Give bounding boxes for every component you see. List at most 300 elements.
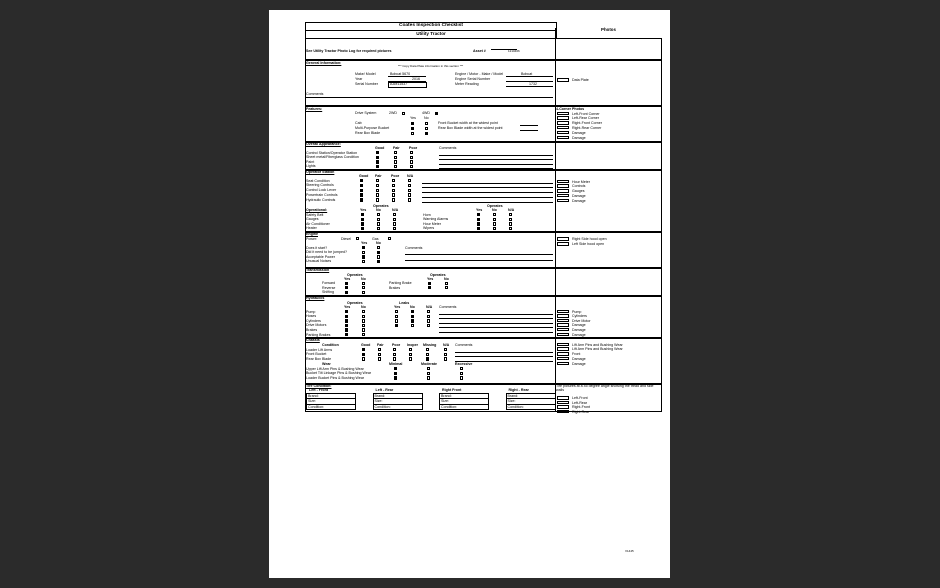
chassis-photo-checkbox[interactable] — [557, 347, 569, 351]
tire-photo-checkbox[interactable] — [557, 410, 569, 414]
form-subtitle: Utility Tractor — [306, 30, 556, 37]
hyd-no-checkbox[interactable] — [362, 319, 365, 322]
corner-photo-checkbox[interactable] — [557, 136, 569, 140]
chassis-divider — [555, 338, 556, 384]
operational-no-checkbox[interactable] — [493, 218, 496, 221]
corner-photo-checkbox[interactable] — [557, 121, 569, 125]
trans-no-checkbox[interactable] — [362, 286, 365, 289]
operational-no-checkbox[interactable] — [377, 213, 380, 216]
engine-yes: Yes — [361, 241, 368, 245]
hyd-yes-checkbox[interactable] — [345, 328, 348, 331]
hyd-leak-yes-checkbox[interactable] — [395, 315, 398, 318]
operator-comment-line — [422, 183, 553, 184]
tire-position-label: Right - Rear — [508, 388, 529, 392]
tire-brand-field[interactable]: Brand: — [440, 394, 488, 400]
bucket-label: Multi-Purpose Bucket — [355, 126, 390, 130]
tire-condition-field[interactable]: Condition: — [441, 404, 458, 409]
engine-photo-checkbox[interactable] — [557, 242, 569, 246]
transmission-item-right: Brakes — [389, 285, 401, 290]
operational-item-right: Horn — [423, 212, 431, 217]
corner-photo-checkbox[interactable] — [557, 131, 569, 135]
hydraulics-photo-checkbox[interactable] — [557, 319, 569, 323]
tire-photo-label: Left-Rear — [572, 400, 587, 405]
trans-no-checkbox[interactable] — [362, 291, 365, 294]
tire-photo-note: Tire pictures at a 45 degree angle showing the tread and side walls — [556, 384, 654, 392]
engine-photo-label: Left Side hood open — [572, 242, 605, 246]
chassis-photo-label: Lift Arm Pins and Bushing Wear — [572, 347, 623, 352]
hydraulics-photo-checkbox[interactable] — [557, 310, 569, 314]
chassis-wear: Wear — [322, 362, 331, 366]
hyd-comment-line — [439, 332, 553, 333]
chassis-condition: Condition — [322, 343, 339, 347]
chassis-inoper-checkbox[interactable] — [409, 348, 412, 351]
form-title: Coates Inspection Checklist — [399, 22, 463, 28]
hydraulics-item: Pump — [306, 309, 316, 314]
corner-photo-label: Damage — [572, 130, 586, 135]
transmission-heading: Transmission — [306, 268, 330, 272]
operator-photo-label: Controls — [572, 184, 586, 189]
operational-na-checkbox[interactable] — [509, 213, 512, 216]
operator-good-checkbox[interactable] — [360, 184, 363, 187]
tire-size-field[interactable]: Size: — [507, 399, 555, 405]
operational-yes-checkbox[interactable] — [477, 213, 480, 216]
tire-size-field[interactable]: Size: — [440, 399, 488, 405]
corner-photo-label: Left-Rear Corner — [572, 116, 599, 121]
chassis-good-checkbox[interactable] — [362, 353, 365, 356]
operational-yes-checkbox[interactable] — [361, 222, 364, 225]
appearance-comment-line — [439, 168, 553, 169]
corner-photo-checkbox[interactable] — [557, 116, 569, 120]
chassis-na-checkbox[interactable] — [444, 353, 447, 356]
operational-na-checkbox[interactable] — [393, 222, 396, 225]
meter-value[interactable]: 1732 — [529, 82, 537, 86]
hyd-na-checkbox[interactable] — [427, 324, 430, 327]
operational-yes-checkbox[interactable] — [361, 218, 364, 221]
chassis-poor-checkbox[interactable] — [393, 348, 396, 351]
chassis-fair-checkbox[interactable] — [378, 353, 381, 356]
photos-divider — [555, 28, 556, 60]
engine-no-checkbox[interactable] — [377, 260, 380, 263]
transmission-item: Reverse — [322, 285, 336, 290]
hyd-leak-no: No — [410, 305, 415, 309]
operator-photo-checkbox[interactable] — [557, 194, 569, 198]
wear-excessive-checkbox[interactable] — [460, 372, 463, 375]
operator-fair-checkbox[interactable] — [376, 189, 379, 192]
trans-no-checkbox[interactable] — [445, 286, 448, 289]
operator-photo-checkbox[interactable] — [557, 180, 569, 184]
hyd-leak-no-checkbox[interactable] — [411, 319, 414, 322]
front-bucket-label: Front Bucket width at the widest point — [438, 121, 498, 125]
serial-label: Serial Number — [355, 82, 378, 86]
tire-photo-label: Right-Front — [572, 405, 590, 410]
engine-no-checkbox[interactable] — [377, 255, 380, 258]
operator-poor-checkbox[interactable] — [392, 179, 395, 182]
engine-yes-checkbox[interactable] — [362, 260, 365, 263]
wear-moderate-checkbox[interactable] — [427, 376, 430, 379]
trans-no-left: No — [361, 277, 366, 281]
operator-photo-checkbox[interactable] — [557, 184, 569, 188]
hyd-yes-checkbox[interactable] — [345, 333, 348, 336]
chassis-inoper-checkbox[interactable] — [409, 353, 412, 356]
appearance-comment-line — [439, 159, 553, 160]
corner-photo-checkbox[interactable] — [557, 112, 569, 116]
tire-condition-field[interactable]: Condition: — [507, 404, 524, 409]
tire-position-label: Left - Front — [309, 388, 328, 392]
operator-fair-checkbox[interactable] — [376, 198, 379, 201]
chassis-poor-checkbox[interactable] — [393, 353, 396, 356]
operator-na-checkbox[interactable] — [408, 189, 411, 192]
tires-heading: Tire Condition: — [306, 384, 332, 388]
operational-yes-checkbox[interactable] — [361, 213, 364, 216]
engine-yes-checkbox[interactable] — [362, 246, 365, 249]
asset-label: Asset # — [473, 49, 486, 53]
operational-yes-checkbox[interactable] — [477, 218, 480, 221]
hyd-leak-yes-checkbox[interactable] — [395, 324, 398, 327]
wear-minimal-checkbox[interactable] — [394, 376, 397, 379]
corner-photo-checkbox[interactable] — [557, 126, 569, 130]
chassis-inoper-checkbox[interactable] — [409, 357, 412, 360]
transmission-item-right: Parking Brake — [389, 281, 412, 285]
trans-yes-checkbox[interactable] — [345, 282, 348, 285]
cab-yes[interactable] — [411, 122, 414, 125]
engine-value[interactable]: Bobcat — [521, 72, 533, 76]
appearance-fair-checkbox[interactable] — [394, 160, 397, 163]
tire-condition-field[interactable]: Condition: — [374, 404, 391, 409]
hyd-no-checkbox[interactable] — [362, 310, 365, 313]
engine-label: Engine / Motor - Make / Model — [455, 72, 504, 76]
chassis-photo-checkbox[interactable] — [557, 357, 569, 361]
chassis-comment-line — [455, 361, 553, 362]
operator-fair-checkbox[interactable] — [376, 184, 379, 187]
engine-no: No — [376, 241, 381, 245]
operational-na-checkbox[interactable] — [509, 218, 512, 221]
operator-comment-line — [422, 197, 553, 198]
operator-fair-checkbox[interactable] — [376, 179, 379, 182]
appearance-fair-checkbox[interactable] — [394, 151, 397, 154]
drive-system-label: Drive System — [355, 111, 377, 115]
features-no: No — [424, 116, 429, 120]
transmission-divider — [555, 268, 556, 296]
chassis-photo-label: Damage — [572, 361, 586, 366]
hyd-na-checkbox[interactable] — [427, 315, 430, 318]
tire-condition-field[interactable]: Condition: — [308, 404, 325, 409]
gas-label: Gas — [372, 236, 379, 241]
hyd-leak-yes-checkbox[interactable] — [395, 319, 398, 322]
trans-no-checkbox[interactable] — [445, 282, 448, 285]
operational-na-checkbox[interactable] — [393, 213, 396, 216]
rearbox-no[interactable] — [425, 132, 428, 135]
operator-good-checkbox[interactable] — [360, 189, 363, 192]
operational-no-checkbox[interactable] — [377, 227, 380, 230]
engine-serial-label: Engine Serial Number — [455, 77, 491, 81]
operational-no-checkbox[interactable] — [493, 227, 496, 230]
tire-photo-checkbox[interactable] — [557, 396, 569, 400]
chassis-good-checkbox[interactable] — [362, 348, 365, 351]
engine-photo-label: Right Side hood open — [572, 237, 607, 241]
chassis-poor-checkbox[interactable] — [393, 357, 396, 360]
chassis-comment-line — [455, 356, 553, 357]
hyd-leak-no-checkbox[interactable] — [411, 324, 414, 327]
appearance-comment-line — [439, 155, 553, 156]
hydraulics-photo-checkbox[interactable] — [557, 323, 569, 327]
operator-poor-checkbox[interactable] — [392, 184, 395, 187]
2wd-label: 2WD — [389, 111, 397, 115]
appearance-poor-checkbox[interactable] — [410, 151, 413, 154]
appearance-good-checkbox[interactable] — [376, 165, 379, 168]
engine-comment-line — [405, 260, 553, 261]
operator-photo-label: Gauges — [572, 189, 585, 194]
corner-photo-label: Right-Rear Corner — [572, 125, 602, 130]
op-na-right: N/A — [508, 208, 515, 212]
chassis-item: Front Bucket — [306, 352, 327, 357]
4wd-label: 4WD — [422, 111, 430, 115]
gas-checkbox[interactable] — [388, 237, 391, 240]
wear-minimal-checkbox[interactable] — [394, 367, 397, 370]
wear-item: Bucket Tilt Linkage Pins & Bushing Wear — [306, 371, 372, 376]
operational-na-checkbox[interactable] — [393, 218, 396, 221]
trans-no-checkbox[interactable] — [362, 282, 365, 285]
rear-blade-label: Rear Box Blade width at the widest point — [438, 126, 503, 130]
bucket-yes[interactable] — [411, 127, 414, 130]
chassis-missing-checkbox[interactable] — [426, 353, 429, 356]
general-divider — [555, 60, 556, 106]
hyd-na-checkbox[interactable] — [427, 310, 430, 313]
appearance-poor-checkbox[interactable] — [410, 165, 413, 168]
operational-na-checkbox[interactable] — [509, 227, 512, 230]
chassis-photo-checkbox[interactable] — [557, 343, 569, 347]
diesel-label: Diesel — [341, 236, 351, 241]
hydraulics-photo-label: Cylinders — [572, 314, 587, 319]
chassis-missing-checkbox[interactable] — [426, 348, 429, 351]
hyd-yes-checkbox[interactable] — [345, 315, 348, 318]
serial-value[interactable]: A3M11537 — [390, 82, 408, 86]
operational-item-right: Wipers — [423, 226, 435, 231]
chassis-heading: Chassis — [306, 338, 320, 342]
wear-minimal-checkbox[interactable] — [394, 372, 397, 375]
general-comments-label: Comments — [306, 92, 324, 96]
tire-photo-checkbox[interactable] — [557, 405, 569, 409]
rear-blade-line — [520, 130, 538, 131]
operator-photo-label: Hour Meter — [572, 179, 590, 184]
hyd-na: N/A — [426, 305, 433, 309]
engine-no-checkbox[interactable] — [377, 251, 380, 254]
operator-fair-checkbox[interactable] — [376, 193, 379, 196]
make-model-value[interactable]: Bobcat 5670 — [390, 72, 411, 76]
hyd-comment-line — [439, 337, 553, 338]
trans-yes-checkbox[interactable] — [345, 286, 348, 289]
operator-good-checkbox[interactable] — [360, 179, 363, 182]
wear-moderate: Moderate — [421, 362, 437, 366]
appearance-good-checkbox[interactable] — [376, 151, 379, 154]
operator-poor-checkbox[interactable] — [392, 198, 395, 201]
operational-no-checkbox[interactable] — [493, 213, 496, 216]
operational-no-checkbox[interactable] — [493, 222, 496, 225]
op-yes-right: Yes — [476, 208, 483, 212]
cab-no[interactable] — [425, 122, 428, 125]
appearance-fair-checkbox[interactable] — [394, 165, 397, 168]
wear-moderate-checkbox[interactable] — [427, 367, 430, 370]
chassis-missing-checkbox[interactable] — [426, 357, 429, 360]
year-value[interactable]: 2016 — [412, 77, 420, 81]
engine-no-checkbox[interactable] — [377, 246, 380, 249]
wear-excessive-checkbox[interactable] — [460, 367, 463, 370]
hyd-leak-yes-checkbox[interactable] — [395, 310, 398, 313]
operator-item: Steering Controls — [306, 183, 334, 188]
tire-photo-checkbox[interactable] — [557, 401, 569, 405]
operational-yes-checkbox[interactable] — [477, 222, 480, 225]
operator-heading: Operator Station — [306, 170, 335, 174]
hydraulics-item: Brakes — [306, 327, 318, 332]
corner-photo-label: Left-Front Corner — [572, 111, 600, 116]
hyd-na-checkbox[interactable] — [427, 319, 430, 322]
hyd-yes-checkbox[interactable] — [345, 324, 348, 327]
title-box — [305, 22, 557, 39]
engine-yes-checkbox[interactable] — [362, 255, 365, 258]
operational-na-checkbox[interactable] — [393, 227, 396, 230]
chassis-photo-checkbox[interactable] — [557, 352, 569, 356]
hydraulics-divider — [555, 296, 556, 338]
copy-note: *** Copy Data Plate information in this section *** — [398, 64, 464, 68]
chassis-good-checkbox[interactable] — [362, 357, 365, 360]
operator-na: N/A — [407, 174, 414, 178]
appearance-comment-line — [439, 164, 553, 165]
appearance-poor-checkbox[interactable] — [410, 156, 413, 159]
operator-na-checkbox[interactable] — [408, 198, 411, 201]
chassis-comment-line — [455, 352, 553, 353]
engine-divider — [555, 232, 556, 268]
engine-item: Did it need to be jumped? — [306, 250, 347, 255]
hyd-operates: Operates — [347, 301, 363, 305]
operator-na-checkbox[interactable] — [408, 184, 411, 187]
chassis-na-checkbox[interactable] — [444, 348, 447, 351]
trans-yes-checkbox[interactable] — [428, 286, 431, 289]
wear-excessive-checkbox[interactable] — [460, 376, 463, 379]
hyd-leaks: Leaks — [399, 301, 410, 305]
operational-na-checkbox[interactable] — [509, 222, 512, 225]
operational-no-checkbox[interactable] — [377, 222, 380, 225]
op-na-left: N/A — [392, 208, 399, 212]
general-heading: General Information: — [306, 61, 342, 65]
chassis-fair-checkbox[interactable] — [378, 348, 381, 351]
chassis-comments: Comments — [455, 343, 473, 347]
appearance-good-checkbox[interactable] — [376, 156, 379, 159]
tire-brand-field[interactable]: Brand: — [507, 394, 555, 400]
hyd-yes-checkbox[interactable] — [345, 310, 348, 313]
operator-photo-checkbox[interactable] — [557, 189, 569, 193]
operational-item-left: Gauges — [306, 217, 319, 222]
rearbox-label: Rear Box Blade — [355, 131, 381, 135]
operational-item-left: Heater — [306, 226, 317, 231]
operational-yes-checkbox[interactable] — [361, 227, 364, 230]
tire-size-field[interactable]: Size: — [307, 399, 355, 405]
chassis-fair-checkbox[interactable] — [378, 357, 381, 360]
operator-good-checkbox[interactable] — [360, 193, 363, 196]
operator-poor-checkbox[interactable] — [392, 193, 395, 196]
corner-photo-label: Damage — [572, 135, 586, 140]
asset-value[interactable]: 1210466 — [508, 49, 520, 53]
wear-moderate-checkbox[interactable] — [427, 372, 430, 375]
operator-fair: Fair — [375, 174, 382, 178]
operator-divider — [555, 170, 556, 232]
2wd-checkbox[interactable] — [402, 112, 405, 115]
appearance-item: Control Station/Operator Station — [306, 150, 358, 155]
hyd-yes-checkbox[interactable] — [345, 319, 348, 322]
hydraulics-photo-label: Drive Motor — [572, 318, 591, 323]
hydraulics-photo-checkbox[interactable] — [557, 328, 569, 332]
trans-yes-checkbox[interactable] — [345, 291, 348, 294]
engine-photo-checkbox[interactable] — [557, 237, 569, 241]
hydraulics-photo-label: Damage — [572, 327, 586, 332]
corner-photos-title: 4-Corner Photos — [556, 107, 585, 111]
appearance-good: Good — [375, 146, 385, 150]
operational-item-left: Safety Belt — [306, 212, 324, 217]
operator-item: Control Lock Lever — [306, 188, 337, 193]
hydraulics-photo-label: Pump — [572, 309, 582, 314]
hyd-leak-no-checkbox[interactable] — [411, 315, 414, 318]
hydraulics-photo-label: Damage — [572, 323, 586, 328]
hyd-no-checkbox[interactable] — [362, 333, 365, 336]
tire-position-label: Left - Rear — [375, 388, 394, 392]
bucket-no[interactable] — [425, 127, 428, 130]
appearance-fair-checkbox[interactable] — [394, 156, 397, 159]
operator-photo-checkbox[interactable] — [557, 199, 569, 203]
tire-size-field[interactable]: Size: — [374, 399, 422, 405]
operator-good-checkbox[interactable] — [360, 198, 363, 201]
hyd-leak-no-checkbox[interactable] — [411, 310, 414, 313]
operator-comment-line — [422, 202, 553, 203]
tire-brand-field[interactable]: Brand: — [307, 394, 355, 400]
rearbox-yes[interactable] — [411, 132, 414, 135]
hyd-comment-line — [439, 314, 553, 315]
operator-poor-checkbox[interactable] — [392, 189, 395, 192]
year-label: Year — [355, 77, 363, 81]
hydraulics-photo-checkbox[interactable] — [557, 314, 569, 318]
tire-brand-field[interactable]: Brand: — [374, 394, 422, 400]
chassis-photo-checkbox[interactable] — [557, 362, 569, 366]
trans-yes-checkbox[interactable] — [428, 282, 431, 285]
operator-na-checkbox[interactable] — [408, 193, 411, 196]
operational-heading: Operational: — [306, 208, 328, 212]
diesel-checkbox[interactable] — [356, 237, 359, 240]
hyd-no-checkbox[interactable] — [362, 324, 365, 327]
operator-item: Hydraulic Controls — [306, 197, 336, 202]
make-model-label: Make/ Model — [355, 72, 376, 76]
transmission-item: Forward — [322, 281, 336, 285]
hyd-comment-line — [439, 318, 553, 319]
appearance-good-checkbox[interactable] — [376, 160, 379, 163]
hyd-no-checkbox[interactable] — [362, 315, 365, 318]
chassis-inoper: Inoper — [407, 343, 418, 347]
hydraulics-photo-checkbox[interactable] — [557, 333, 569, 337]
tire-photo-label: Left-Front — [572, 396, 588, 400]
operator-comment-line — [422, 192, 553, 193]
features-yes: Yes — [410, 116, 416, 120]
operational-no-checkbox[interactable] — [377, 218, 380, 221]
operator-na-checkbox[interactable] — [408, 179, 411, 182]
operational-yes-checkbox[interactable] — [477, 227, 480, 230]
appearance-item: Paint — [306, 159, 315, 164]
data-plate-checkbox[interactable] — [557, 78, 569, 82]
chassis-na-checkbox[interactable] — [444, 357, 447, 360]
hyd-no-checkbox[interactable] — [362, 328, 365, 331]
4wd-checkbox[interactable] — [435, 112, 438, 115]
operational-item-right: Warning Alarms — [423, 217, 449, 222]
tire-photo-label: Right-Rear — [572, 409, 590, 414]
appearance-poor-checkbox[interactable] — [410, 160, 413, 163]
engine-yes-checkbox[interactable] — [362, 251, 365, 254]
hyd-no: No — [361, 305, 366, 309]
power-label: Power: — [306, 236, 318, 241]
